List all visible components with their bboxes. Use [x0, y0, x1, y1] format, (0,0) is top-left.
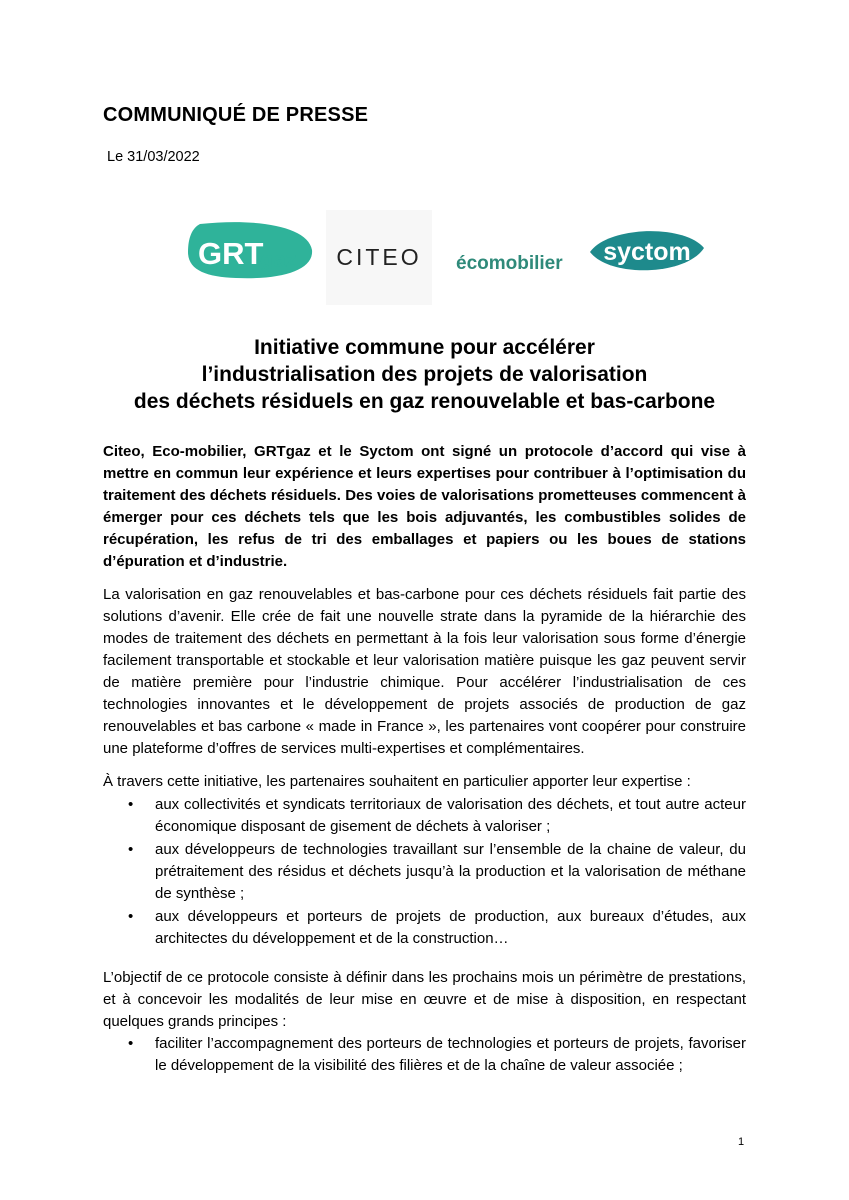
list-item-text: faciliter l’accompagnement des porteurs de technologies et porteurs de projets, favoriser le développement de la visibilité des filières et de la chaîne de valeur associée ;	[155, 1035, 746, 1074]
page-number: 1	[738, 1136, 745, 1148]
list-item	[103, 839, 746, 905]
intro-paragraph: Citeo, Eco-mobilier, GRTgaz et le Syctom ont signé un protocole d’accord qui vise à mettre en commun leur expérience et leurs expertises pour contribuer à l’optimisation du traitement des déchets résiduels. Des voies de valorisations prometteuses commencent à émerger pour ces déchets tels que les bois adjuvantés, les combustibles solides de récupération, les refus de tri des emballages et papiers ou les boues de stations d’épuration et d’industrie.	[103, 443, 746, 570]
press-release-title	[60, 334, 789, 415]
paragraph-2: La valorisation en gaz renouvelables et bas-carbone pour ces déchets résiduels fait partie des solutions d’avenir. Elle crée de fait une nouvelle strate dans la pyramide de la hiérarchie des modes de traitement des déchets en permettant à la fois leur valorisation sous forme d’énergie facilement transportable et stockable et leur valorisation matière puisque les gaz peuvent servir de matière première pour l’industrie chimique. Pour accélérer l’industrialisation de ces technologies innovantes et le développement de projets associés de production de gaz renouvelables et bas carbone « made in France », les partenaires vont coopérer pour construire une plateforme d’offres de services multi-expertises et complémentaires.	[103, 586, 746, 757]
list-item	[103, 794, 746, 838]
list-item-text: aux développeurs et porteurs de projets de production, aux bureaux d’études, aux architectes du développement et de la construction…	[155, 908, 746, 947]
list-item	[103, 1033, 746, 1077]
bullet-icon: •	[128, 841, 134, 858]
principles-bullet-list	[103, 1033, 746, 1078]
citeo-logo	[326, 210, 432, 305]
expertise-bullet-list	[103, 794, 746, 951]
grtgaz-logo-text-1: GRT	[198, 236, 264, 271]
list-item-text: aux collectivités et syndicats territoriaux de valorisation des déchets, et tout autre acteur économique disposant de gisement de déchets à valoriser ;	[155, 796, 746, 835]
paragraph-3: À travers cette initiative, les partenaires souhaitent en particulier apporter leur expertise :	[103, 773, 691, 790]
ecomobilier-logo-text: écomobilier	[456, 253, 563, 274]
grtgaz-logo-text-2: gaz	[260, 247, 297, 272]
syctom-logo-text: syctom	[603, 238, 691, 266]
partner-logos	[186, 210, 716, 305]
bullet-icon: •	[128, 908, 134, 925]
citeo-logo-box	[326, 210, 432, 305]
title-line-1: Initiative commune pour accélérer	[254, 336, 595, 359]
syctom-logo	[586, 222, 708, 280]
ecomobilier-logo	[454, 240, 570, 280]
citeo-logo-text: CITEO	[336, 244, 422, 270]
list-item-text: aux développeurs de technologies travaillant sur l’ensemble de la chaine de valeur, du prétraitement des résidus et déchets jusqu’à la production et la valorisation de méthane de synthèse ;	[155, 841, 746, 902]
bullet-icon: •	[128, 796, 134, 813]
title-line-3: des déchets résiduels en gaz renouvelable et bas-carbone	[133, 390, 716, 413]
paragraph-4: L’objectif de ce protocole consiste à définir dans les prochains mois un périmètre de prestations, et à concevoir les modalités de leur mise en œuvre et de mise à disposition, en respectant quelques grands principes :	[103, 969, 746, 1030]
press-release-date: Le 31/03/2022	[107, 149, 200, 165]
title-line-2: l’industrialisation des projets de valorisation	[201, 363, 648, 386]
bullet-icon: •	[128, 1035, 134, 1052]
list-item	[103, 906, 746, 950]
document-type-heading: COMMUNIQUÉ DE PRESSE	[103, 104, 369, 126]
grtgaz-logo	[186, 220, 318, 282]
